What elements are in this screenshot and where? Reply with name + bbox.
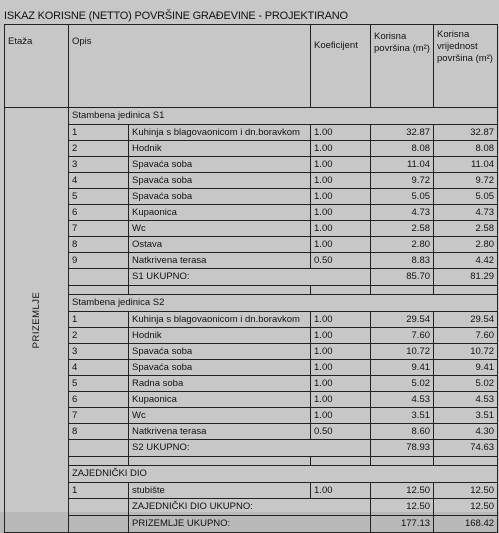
row-koeficijent: 1.00 [311,189,371,205]
row-opis: Kupaonica [129,392,311,408]
row-koeficijent: 1.00 [311,312,371,328]
row-korisna: 7.60 [371,328,434,344]
header-koeficijent: Koeficijent [311,25,371,108]
row-koeficijent: 1.00 [311,328,371,344]
subtotal-spacer [69,269,129,286]
row-koeficijent: 1.00 [311,376,371,392]
row-korisna: 10.72 [371,344,434,360]
table-row [5,483,498,499]
row-koeficijent: 1.00 [311,157,371,173]
table-row [5,312,498,328]
document-title: ISKAZ KORISNE (NETTO) POVRŠINE GRAĐEVINE - PROJEKTIRANO [4,10,348,22]
row-korisna: 9.41 [371,360,434,376]
row-opis: Wc [129,408,311,424]
row-korisna: 2.80 [371,237,434,253]
subtotal-korisna: 12.50 [371,499,434,516]
row-opis: Radna soba [129,376,311,392]
row-number: 8 [69,424,129,440]
row-number: 7 [69,221,129,237]
row-korisna-vrijednost: 10.72 [434,344,498,360]
row-opis: Spavaća soba [129,173,311,189]
subtotal-label: S2 UKUPNO: [129,440,371,457]
table-row [5,189,498,205]
row-korisna-vrijednost: 8.08 [434,141,498,157]
row-number: 1 [69,483,129,499]
row-opis: Natkrivena terasa [129,424,311,440]
row-korisna: 12.50 [371,483,434,499]
row-korisna-vrijednost: 32.87 [434,125,498,141]
empty-cell [371,286,434,295]
section-title-row [5,466,498,483]
row-number: 4 [69,360,129,376]
empty-cell [311,457,371,466]
header-korisna-vrijednost: Korisna vrijednost površina (m²) [434,25,498,108]
row-koeficijent: 1.00 [311,392,371,408]
row-korisna-vrijednost: 5.02 [434,376,498,392]
table-row [5,392,498,408]
row-opis: Spavaća soba [129,157,311,173]
row-opis: Kupaonica [129,205,311,221]
empty-cell [371,457,434,466]
row-opis: Spavaća soba [129,344,311,360]
row-koeficijent: 1.00 [311,125,371,141]
empty-cell [129,286,311,295]
empty-cell [434,286,498,295]
empty-cell [69,457,129,466]
section-title-row [5,295,498,312]
row-number: 3 [69,344,129,360]
row-korisna: 8.60 [371,424,434,440]
header-etaza: Etaža [5,25,69,108]
row-korisna-vrijednost: 4.53 [434,392,498,408]
subtotal-row [5,269,498,286]
row-korisna-vrijednost: 11.04 [434,157,498,173]
table-row [5,221,498,237]
table-row [5,408,498,424]
row-korisna: 11.04 [371,157,434,173]
row-number: 7 [69,408,129,424]
etaza-cell [5,108,69,533]
subtotal-korisna-vrijednost: 81.29 [434,269,498,286]
table-row [5,328,498,344]
table-row [5,141,498,157]
row-korisna-vrijednost: 29.54 [434,312,498,328]
table-row [5,360,498,376]
empty-cell [69,286,129,295]
subtotal-row [5,499,498,516]
row-korisna: 9.72 [371,173,434,189]
row-opis: Spavaća soba [129,189,311,205]
subtotal-korisna-vrijednost: 74.63 [434,440,498,457]
table-row [5,424,498,440]
row-koeficijent: 1.00 [311,408,371,424]
row-korisna: 8.83 [371,253,434,269]
row-number: 1 [69,125,129,141]
row-number: 9 [69,253,129,269]
row-koeficijent: 0.50 [311,424,371,440]
row-number: 2 [69,141,129,157]
subtotal-row [5,440,498,457]
row-korisna-vrijednost: 2.58 [434,221,498,237]
subtotal-label: ZAJEDNIČKI DIO UKUPNO: [129,499,371,516]
row-korisna-vrijednost: 4.42 [434,253,498,269]
row-korisna: 29.54 [371,312,434,328]
row-korisna: 2.58 [371,221,434,237]
row-number: 6 [69,205,129,221]
table-row [5,125,498,141]
row-opis: Kuhinja s blagovaonicom i dn.boravkom [129,125,311,141]
section-title: Stambena jedinica S2 [69,295,498,312]
empty-cell [434,457,498,466]
row-korisna: 3.51 [371,408,434,424]
row-korisna: 32.87 [371,125,434,141]
row-opis: Hodnik [129,141,311,157]
row-korisna-vrijednost: 5.05 [434,189,498,205]
grand-total-spacer [69,516,129,533]
row-korisna-vrijednost: 7.60 [434,328,498,344]
row-koeficijent: 1.00 [311,360,371,376]
row-korisna-vrijednost: 3.51 [434,408,498,424]
row-korisna: 5.05 [371,189,434,205]
grand-total-row [5,516,498,533]
etaza-label: PRIZEMLJE [30,291,42,349]
row-number: 5 [69,189,129,205]
header-korisna: Korisna površina (m²) [371,25,434,108]
row-opis: Spavaća soba [129,360,311,376]
section-title-row [5,108,498,125]
row-koeficijent: 1.00 [311,221,371,237]
empty-cell [129,457,311,466]
row-korisna: 4.73 [371,205,434,221]
row-koeficijent: 1.00 [311,141,371,157]
table-row [5,205,498,221]
empty-cell [311,286,371,295]
row-koeficijent: 0.50 [311,253,371,269]
row-koeficijent: 1.00 [311,205,371,221]
row-korisna-vrijednost: 4.73 [434,205,498,221]
table-row [5,173,498,189]
header-row [5,25,498,108]
row-korisna-vrijednost: 2.80 [434,237,498,253]
table-row [5,376,498,392]
row-opis: Hodnik [129,328,311,344]
row-korisna-vrijednost: 9.72 [434,173,498,189]
row-koeficijent: 1.00 [311,344,371,360]
subtotal-spacer [69,499,129,516]
row-opis: stubište [129,483,311,499]
row-number: 6 [69,392,129,408]
row-number: 4 [69,173,129,189]
subtotal-korisna-vrijednost: 12.50 [434,499,498,516]
row-korisna-vrijednost: 9.41 [434,360,498,376]
grand-total-korisna-vrijednost: 168.42 [434,516,498,533]
row-koeficijent: 1.00 [311,237,371,253]
table-row [5,237,498,253]
row-number: 5 [69,376,129,392]
spacer-row [5,286,498,295]
area-table [4,24,498,533]
table-row [5,157,498,173]
subtotal-spacer [69,440,129,457]
row-opis: Natkrivena terasa [129,253,311,269]
row-number: 1 [69,312,129,328]
row-korisna-vrijednost: 4.30 [434,424,498,440]
subtotal-label: S1 UKUPNO: [129,269,371,286]
row-number: 3 [69,157,129,173]
spacer-row [5,457,498,466]
row-number: 2 [69,328,129,344]
row-opis: Wc [129,221,311,237]
row-number: 8 [69,237,129,253]
row-korisna-vrijednost: 12.50 [434,483,498,499]
subtotal-korisna: 85.70 [371,269,434,286]
row-koeficijent: 1.00 [311,173,371,189]
table-row [5,253,498,269]
row-opis: Ostava [129,237,311,253]
row-opis: Kuhinja s blagovaonicom i dn.boravkom [129,312,311,328]
section-title: ZAJEDNIČKI DIO [69,466,498,483]
grand-total-label: PRIZEMLJE UKUPNO: [129,516,371,533]
row-korisna: 4.53 [371,392,434,408]
row-korisna: 8.08 [371,141,434,157]
subtotal-korisna: 78.93 [371,440,434,457]
header-opis: Opis [69,25,311,108]
grand-total-korisna: 177.13 [371,516,434,533]
row-korisna: 5.02 [371,376,434,392]
section-title: Stambena jedinica S1 [69,108,498,125]
table-row [5,344,498,360]
row-koeficijent: 1.00 [311,483,371,499]
